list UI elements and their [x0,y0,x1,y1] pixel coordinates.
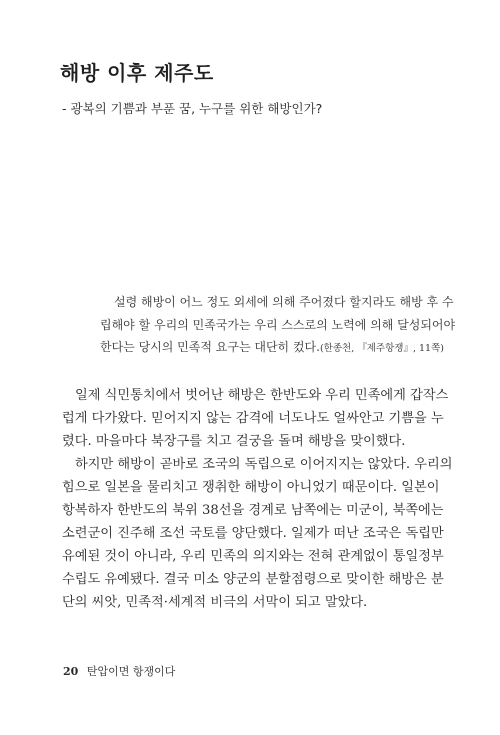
body-line: 단의 씨앗, 민족적·세계적 비극의 서막이 되고 말았다. [62,595,368,610]
body-line: 일제 식민통치에서 벗어난 해방은 한반도와 우리 민족에게 갑작스 [75,388,449,403]
body-text [62,384,453,614]
body-line: 소련군이 진주해 조선 국토를 양단했다. 일제가 떠난 조국은 독립만 [62,526,444,541]
body-line: 럽게 다가왔다. 믿어지지 않는 감격에 너도나도 얼싸안고 기쁨을 누 [62,411,444,426]
epigraph-source: (한종천, 『제주항쟁』, 11쪽) [319,343,444,354]
epigraph-line: 한다는 당시의 민족적 요구는 대단히 컸다.(한종천, 『제주항쟁』, 11쪽) [100,340,444,354]
page-footer [63,663,175,679]
body-line: 수립도 유예됐다. 결국 미소 양군의 분할점령으로 맞이한 해방은 분 [62,572,444,587]
epigraph-line: 설령 해방이 어느 정도 외세에 의해 주어졌다 할지라도 해방 후 수 [114,295,454,309]
body-line: 하지만 해방이 곧바로 조국의 독립으로 이어지지는 않았다. 우리의 [75,457,453,472]
body-line: 렸다. 마을마다 북장구를 치고 걸궁을 돌며 해방을 맞이했다. [62,434,406,449]
body-line: 유예된 것이 아니라, 우리 민족의 의지와는 전혀 관계없이 통일정부 [62,549,444,564]
epigraph-quote [100,291,456,361]
chapter-subtitle: - 광복의 기쁨과 부푼 꿈, 누구를 위한 해방인가? [62,101,323,116]
body-line: 항복하자 한반도의 북위 38선을 경계로 남쪽에는 미군이, 북쪽에는 [62,503,444,518]
epigraph-line: 립해야 할 우리의 민족국가는 우리 스스로의 노력에 의해 달성되어야 [100,317,456,332]
page-number: 20 [63,665,79,678]
running-title: 탄압이면 항쟁이다 [86,665,176,678]
body-line: 힘으로 일본을 물리치고 쟁취한 해방이 아니었기 때문이다. 일본이 [62,480,440,495]
chapter-title: 해방 이후 제주도 [60,61,214,85]
